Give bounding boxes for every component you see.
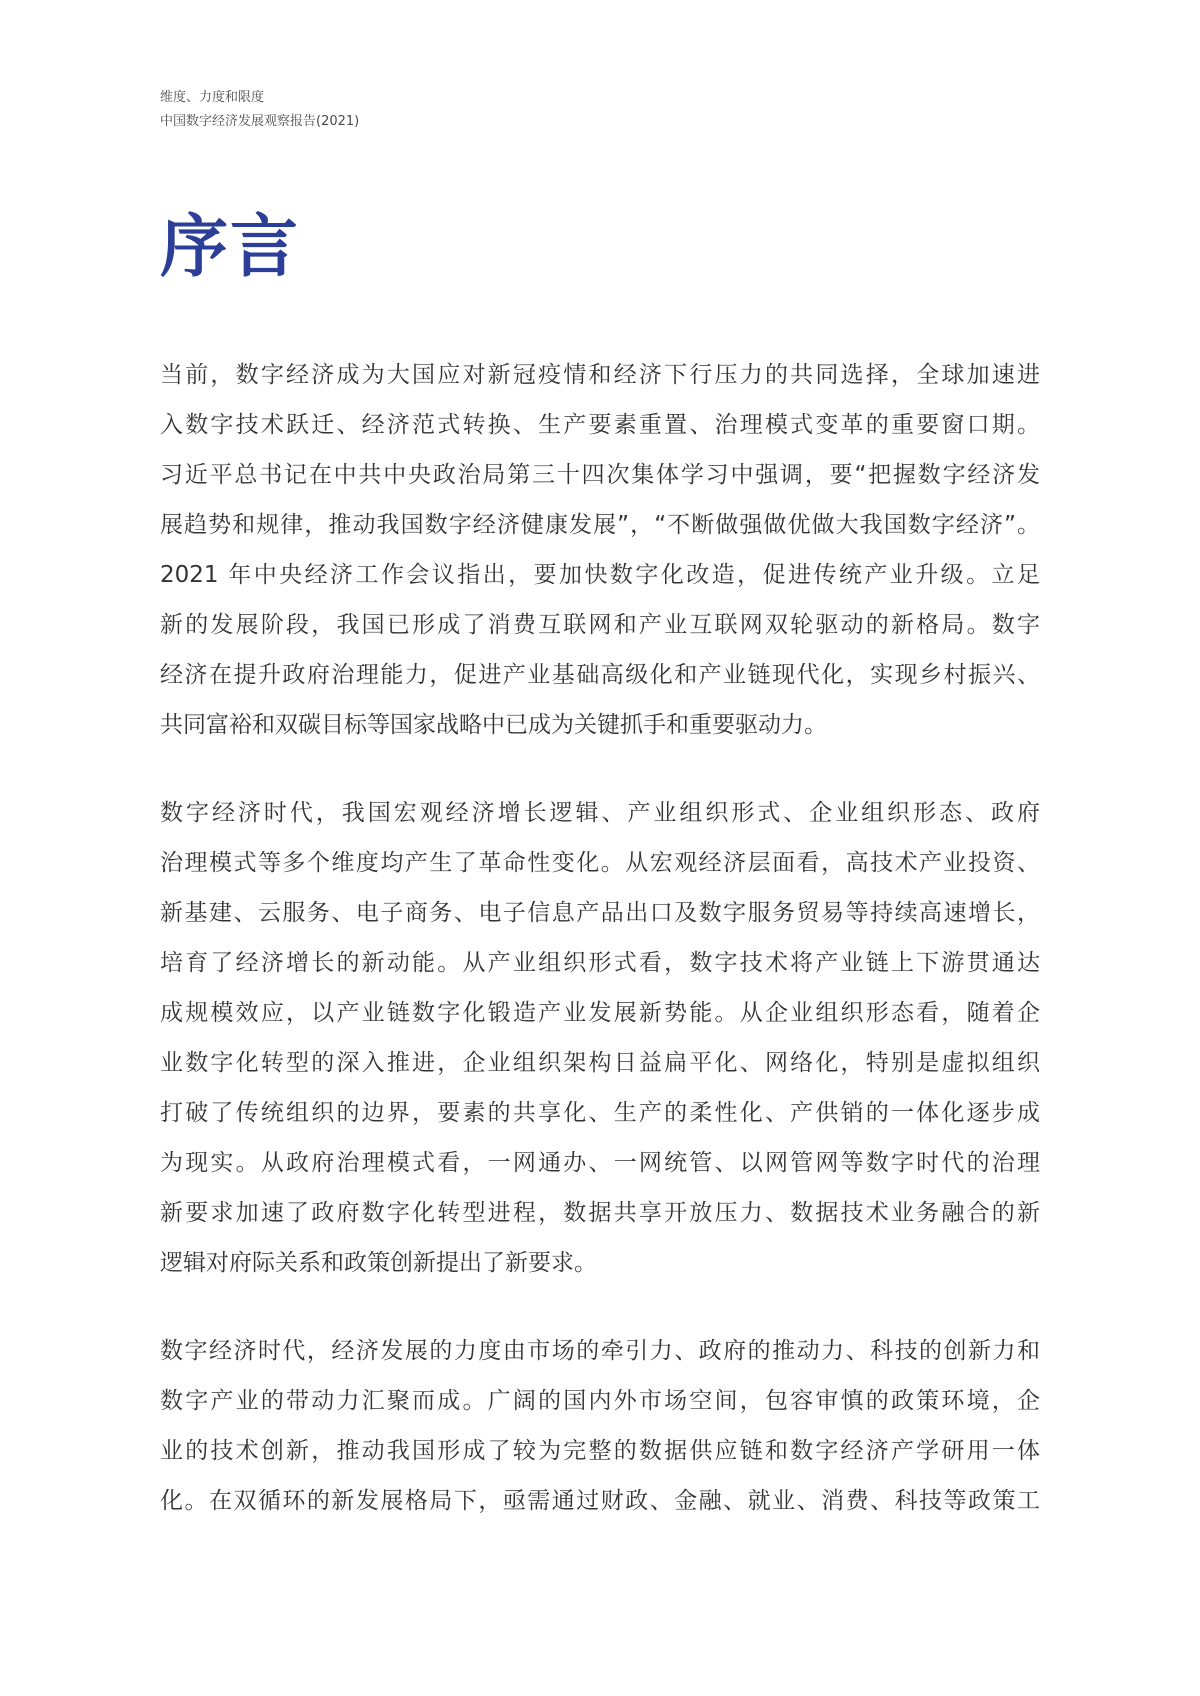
- paragraph-3: [160, 1326, 1040, 1526]
- text-line: 习近平总书记在中共中央政治局第三十四次集体学习中强调，要“把握数字经济发: [160, 462, 1040, 488]
- text-line: 业的技术创新，推动我国形成了较为完整的数据供应链和数字经济产学研用一体: [160, 1438, 1040, 1464]
- text-line: 新基建、云服务、电子商务、电子信息产品出口及数字服务贸易等持续高速增长，: [160, 900, 1040, 926]
- paragraph-1: [160, 350, 1040, 750]
- text-line: 数字经济时代，我国宏观经济增长逻辑、产业组织形式、企业组织形态、政府: [160, 800, 1040, 826]
- text-line: 新要求加速了政府数字化转型进程，数据共享开放压力、数据技术业务融合的新: [160, 1200, 1040, 1226]
- text-line: 新的发展阶段，我国已形成了消费互联网和产业互联网双轮驱动的新格局。数字: [160, 612, 1040, 638]
- running-header-series-title: 维度、力度和限度: [160, 90, 265, 105]
- text-line: 2021 年中央经济工作会议指出，要加快数字化改造，促进传统产业升级。立足: [160, 562, 1040, 588]
- running-header-report-title: 中国数字经济发展观察报告(2021): [160, 114, 360, 129]
- page-title: 序言: [160, 208, 301, 287]
- running-header: [160, 86, 359, 134]
- text-line: 共同富裕和双碳目标等国家战略中已成为关键抓手和重要驱动力。: [160, 712, 827, 738]
- text-line: 成规模效应，以产业链数字化锻造产业发展新势能。从企业组织形态看，随着企: [160, 1000, 1040, 1026]
- text-line: 数字产业的带动力汇聚而成。广阔的国内外市场空间，包容审慎的政策环境，企: [160, 1388, 1040, 1414]
- paragraph-2: [160, 788, 1040, 1288]
- body-text: [160, 350, 1040, 1564]
- text-line: 展趋势和规律，推动我国数字经济健康发展”，“不断做强做优做大我国数字经济”。: [160, 512, 1040, 538]
- text-line: 化。在双循环的新发展格局下，亟需通过财政、金融、就业、消费、科技等政策工: [160, 1488, 1040, 1514]
- text-line: 入数字技术跃迁、经济范式转换、生产要素重置、治理模式变革的重要窗口期。: [160, 412, 1040, 438]
- text-line: 当前，数字经济成为大国应对新冠疫情和经济下行压力的共同选择，全球加速进: [160, 362, 1040, 388]
- text-line: 逻辑对府际关系和政策创新提出了新要求。: [160, 1250, 597, 1276]
- text-line: 数字经济时代，经济发展的力度由市场的牵引力、政府的推动力、科技的创新力和: [160, 1338, 1040, 1364]
- text-line: 培育了经济增长的新动能。从产业组织形式看，数字技术将产业链上下游贯通达: [160, 950, 1040, 976]
- text-line: 经济在提升政府治理能力，促进产业基础高级化和产业链现代化，实现乡村振兴、: [160, 662, 1040, 688]
- text-line: 为现实。从政府治理模式看，一网通办、一网统管、以网管网等数字时代的治理: [160, 1150, 1040, 1176]
- text-line: 打破了传统组织的边界，要素的共享化、生产的柔性化、产供销的一体化逐步成: [160, 1100, 1040, 1126]
- text-line: 治理模式等多个维度均产生了革命性变化。从宏观经济层面看，高技术产业投资、: [160, 850, 1040, 876]
- text-line: 业数字化转型的深入推进，企业组织架构日益扁平化、网络化，特别是虚拟组织: [160, 1050, 1040, 1076]
